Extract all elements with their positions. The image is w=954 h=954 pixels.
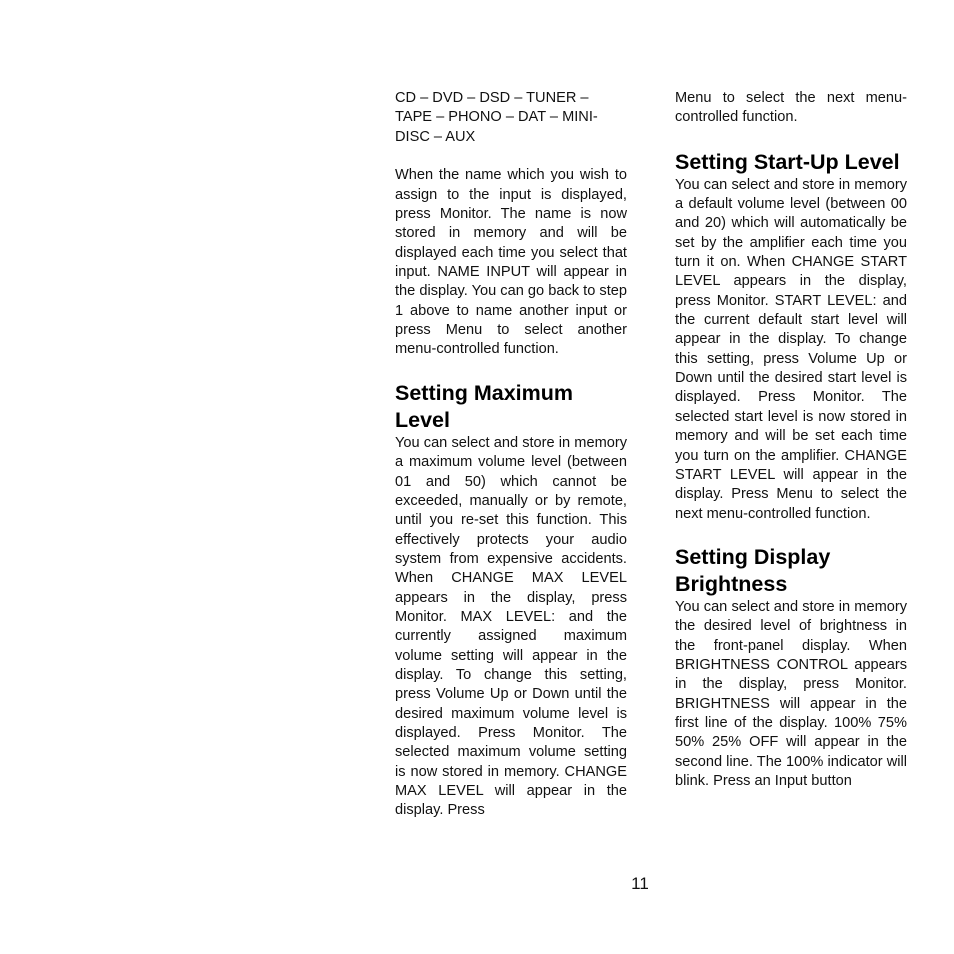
input-names-list <box>395 89 627 147</box>
setting-display-brightness-heading <box>675 544 907 598</box>
input-names-line-1: CD – DVD – DSD – TUNER – <box>395 90 589 106</box>
input-names-line-2: TAPE – PHONO – DAT – MINI- <box>395 109 598 126</box>
name-input-paragraph: When the name which you wish to assign to the input is displayed, press Monitor. The name is now stored in memory and will be displayed each time you select that input. NAME INPUT will appear in the display. You can go back to step 1 above to name another input or press Menu to select another menu-controlled function. <box>395 167 627 358</box>
left-column <box>395 89 627 821</box>
page-number: 11 <box>631 874 649 893</box>
setting-start-up-level-heading: Setting Start-Up Level <box>675 149 900 174</box>
max-heading-line-1: Setting Maximum <box>395 380 573 405</box>
start-up-level-paragraph: You can select and store in memory a default volume level (between 00 and 20) which will automatically be set by the amplifier each time you turn it on. When CHANGE START LEVEL appears in the display, press Monitor. START LEVEL: and the current default start level will appear in the display. To change this setting, press Volume Up or Down until the desired start level is displayed. Press Monitor. The selected start level is now stored in memory and will be set each time you turn on the amplifier. CHANGE START LEVEL will appear in the display. Press Menu to select the next menu-controlled function. <box>675 176 907 522</box>
brightness-heading-line-1: Setting Display <box>675 544 831 569</box>
setting-maximum-level-heading <box>395 380 627 434</box>
right-column <box>675 89 907 791</box>
max-heading-line-2: Level <box>395 407 450 432</box>
display-brightness-paragraph: You can select and store in memory the desired level of brightness in the front-panel display. When BRIGHTNESS CONTROL appears in the display, press Monitor. BRIGHTNESS will appear in the first line of the display. 100% 75% 50% 25% OFF will appear in the second line. The 100% indicator will blink. Press an Input button <box>675 598 907 789</box>
maximum-level-paragraph: You can select and store in memory a maximum volume level (between 01 and 50) which cannot be exceeded, manually or by remote, until you re-set this function. This effectively protects your audio system from expensive accidents. When CHANGE MAX LEVEL appears in the display, press Monitor. MAX LEVEL: and the currently assigned maximum volume setting will appear in the display. To change this setting, press Volume Up or Down until the desired maximum volume level is displayed. Press Monitor. The selected maximum volume setting is now stored in memory. CHANGE MAX LEVEL will appear in the display. Press <box>395 434 627 819</box>
brightness-heading-line-2: Brightness <box>675 571 788 596</box>
continuation-paragraph: Menu to select the next menu-controlled function. <box>675 90 907 126</box>
input-names-line-3: DISC – AUX <box>395 128 476 145</box>
